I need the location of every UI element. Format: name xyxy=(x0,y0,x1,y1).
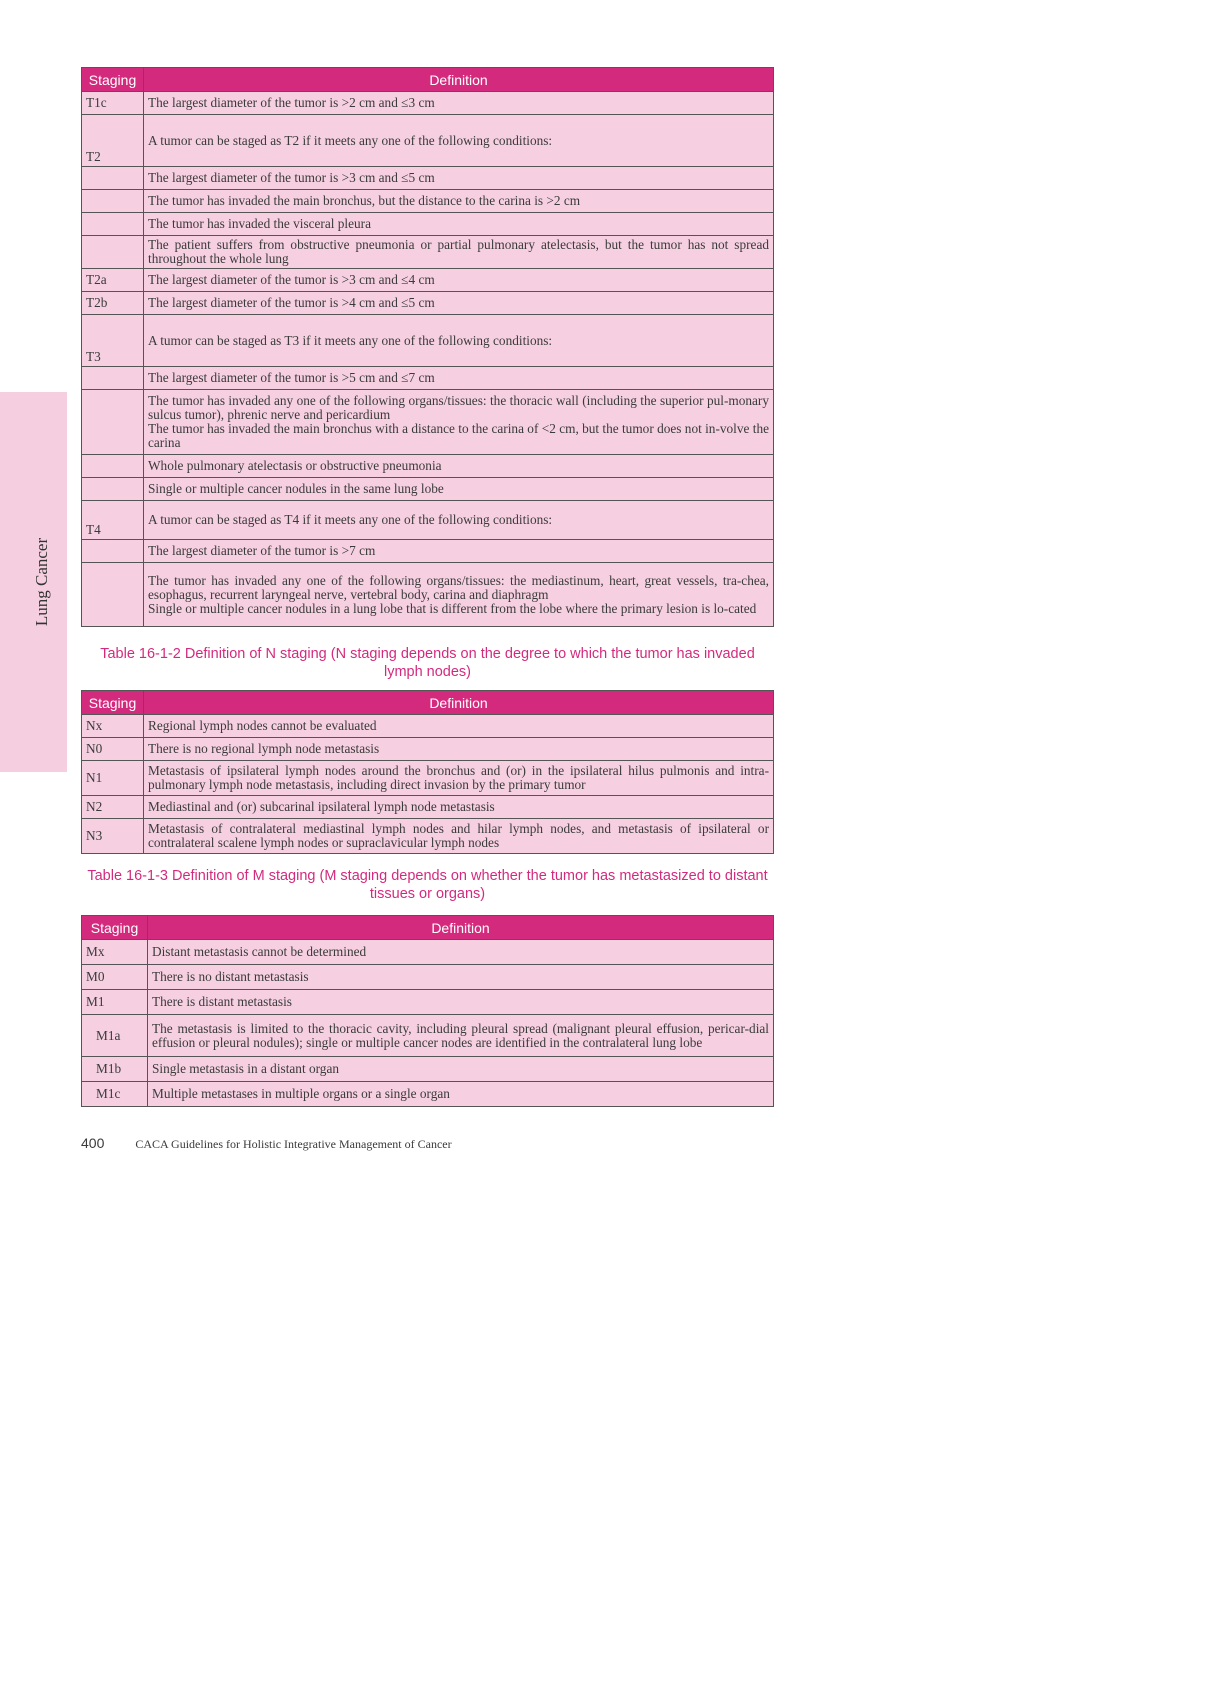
table-caption-m: Table 16-1-3 Definition of M staging (M staging depends on whether the tumor has metastasized to distant tissues or organs) xyxy=(87,868,768,902)
table-row xyxy=(82,390,774,455)
table-header-row xyxy=(82,68,774,92)
table-row xyxy=(82,167,774,190)
table-row xyxy=(82,213,774,236)
table-row xyxy=(82,563,774,627)
definition-cell xyxy=(144,563,774,627)
definition-cell: The largest diameter of the tumor is >3 cm and ≤4 cm xyxy=(144,269,774,292)
n-staging-table xyxy=(81,690,774,854)
stage-cell xyxy=(82,236,144,269)
stage-cell xyxy=(82,213,144,236)
definition-line: The tumor has invaded any one of the following organs/tissues: the thoracic wall (including the superior pul-monary sulcus tumor), phrenic nerve and pericardium xyxy=(148,393,769,422)
table-row xyxy=(82,738,774,761)
table-row xyxy=(82,540,774,563)
definition-line: Single or multiple cancer nodules in a lung lobe that is different from the lobe where the primary lesion is lo-cated xyxy=(148,600,757,616)
header-staging: Staging xyxy=(82,691,144,715)
chapter-side-label: Lung Cancer xyxy=(32,537,51,627)
stage-cell: T2a xyxy=(82,269,144,292)
stage-cell xyxy=(82,540,144,563)
stage-cell: M1c xyxy=(82,1082,148,1107)
definition-cell xyxy=(144,390,774,455)
stage-cell xyxy=(82,478,144,501)
stage-cell: N0 xyxy=(82,738,144,761)
definition-cell: There is no distant metastasis xyxy=(148,965,774,990)
table-row xyxy=(82,990,774,1015)
definition-cell: There is distant metastasis xyxy=(148,990,774,1015)
table-row xyxy=(82,796,774,819)
table-header-row xyxy=(82,916,774,940)
stage-cell: M0 xyxy=(82,965,148,990)
definition-cell: Multiple metastases in multiple organs or a single organ xyxy=(148,1082,774,1107)
stage-cell: M1a xyxy=(82,1015,148,1057)
stage-cell xyxy=(82,455,144,478)
definition-cell: A tumor can be staged as T4 if it meets any one of the following conditions: xyxy=(144,501,774,540)
stage-cell: T1c xyxy=(82,92,144,115)
stage-cell: Mx xyxy=(82,940,148,965)
header-definition: Definition xyxy=(144,68,774,92)
table-row xyxy=(82,1057,774,1082)
stage-cell: Nx xyxy=(82,715,144,738)
stage-cell: M1b xyxy=(82,1057,148,1082)
definition-cell: The largest diameter of the tumor is >5 cm and ≤7 cm xyxy=(144,367,774,390)
stage-cell: N2 xyxy=(82,796,144,819)
definition-cell: The largest diameter of the tumor is >3 cm and ≤5 cm xyxy=(144,167,774,190)
definition-cell: Mediastinal and (or) subcarinal ipsilateral lymph node metastasis xyxy=(144,796,774,819)
table-caption-n: Table 16-1-2 Definition of N staging (N staging depends on the degree to which the tumor has invaded lymph nodes) xyxy=(100,646,755,680)
definition-cell: The largest diameter of the tumor is >2 cm and ≤3 cm xyxy=(144,92,774,115)
stage-cell xyxy=(82,563,144,627)
table-row xyxy=(82,92,774,115)
definition-cell: Whole pulmonary atelectasis or obstructive pneumonia xyxy=(144,455,774,478)
table-row xyxy=(82,367,774,390)
table-row xyxy=(82,940,774,965)
table-row xyxy=(82,269,774,292)
definition-cell: The tumor has invaded the visceral pleura xyxy=(144,213,774,236)
definition-cell: A tumor can be staged as T3 if it meets any one of the following conditions: xyxy=(144,315,774,367)
header-definition: Definition xyxy=(148,916,774,940)
definition-cell: The largest diameter of the tumor is >4 cm and ≤5 cm xyxy=(144,292,774,315)
stage-cell: T3 xyxy=(82,315,144,367)
page-footer xyxy=(81,1135,452,1152)
stage-cell: N1 xyxy=(82,761,144,796)
definition-cell: The largest diameter of the tumor is >7 cm xyxy=(144,540,774,563)
stage-cell: T2b xyxy=(82,292,144,315)
header-staging: Staging xyxy=(82,916,148,940)
stage-cell: T4 xyxy=(82,501,144,540)
definition-cell: The metastasis is limited to the thoracic cavity, including pleural spread (malignant pleural effusion, pericar-dial effusion or pleural nodules); single or multiple cancer nodes are identified in the contralateral lung lobe xyxy=(148,1015,774,1057)
stage-cell: M1 xyxy=(82,990,148,1015)
table-row xyxy=(82,1015,774,1057)
definition-cell: Distant metastasis cannot be determined xyxy=(148,940,774,965)
table-row xyxy=(82,115,774,167)
definition-cell: Single or multiple cancer nodules in the same lung lobe xyxy=(144,478,774,501)
table-row xyxy=(82,292,774,315)
table-row xyxy=(82,761,774,796)
table-row xyxy=(82,715,774,738)
definition-line: The tumor has invaded any one of the following organs/tissues: the mediastinum, heart, great vessels, tra-chea, esophagus, recurrent laryngeal nerve, vertebral body, carina and diaphragm xyxy=(148,572,769,602)
header-staging: Staging xyxy=(82,68,144,92)
stage-cell: T2 xyxy=(82,115,144,167)
table-row xyxy=(82,819,774,854)
table-header-row xyxy=(82,691,774,715)
table-row xyxy=(82,965,774,990)
table-row xyxy=(82,478,774,501)
table-row xyxy=(82,190,774,213)
table-row xyxy=(82,315,774,367)
table-row xyxy=(82,1082,774,1107)
stage-cell xyxy=(82,390,144,455)
definition-cell: The tumor has invaded the main bronchus, but the distance to the carina is >2 cm xyxy=(144,190,774,213)
definition-cell: Regional lymph nodes cannot be evaluated xyxy=(144,715,774,738)
definition-cell: Metastasis of ipsilateral lymph nodes around the bronchus and (or) in the ipsilateral hilus pulmonis and intra-pulmonary lymph node metastasis, including direct invasion by the primary tumor xyxy=(144,761,774,796)
definition-line: The tumor has invaded the main bronchus with a distance to the carina of <2 cm, but the tumor does not in-volve the carina xyxy=(148,421,769,450)
stage-cell xyxy=(82,367,144,390)
header-definition: Definition xyxy=(144,691,774,715)
definition-cell: Metastasis of contralateral mediastinal lymph nodes and hilar lymph nodes, and metastasis of ipsilateral or contralateral scalene lymph nodes or supraclavicular lymph nodes xyxy=(144,819,774,854)
definition-cell: The patient suffers from obstructive pneumonia or partial pulmonary atelectasis, but the tumor has not spread throughout the whole lung xyxy=(144,236,774,269)
stage-cell xyxy=(82,190,144,213)
definition-cell: A tumor can be staged as T2 if it meets any one of the following conditions: xyxy=(144,115,774,167)
stage-cell: N3 xyxy=(82,819,144,854)
stage-cell xyxy=(82,167,144,190)
table-row xyxy=(82,501,774,540)
page-number: 400 xyxy=(81,1135,105,1151)
table-row xyxy=(82,455,774,478)
definition-cell: There is no regional lymph node metastasis xyxy=(144,738,774,761)
m-staging-table xyxy=(81,915,774,1107)
book-title: CACA Guidelines for Holistic Integrative Management of Cancer xyxy=(135,1137,452,1151)
definition-cell: Single metastasis in a distant organ xyxy=(148,1057,774,1082)
table-row xyxy=(82,236,774,269)
t-staging-table xyxy=(81,67,774,627)
